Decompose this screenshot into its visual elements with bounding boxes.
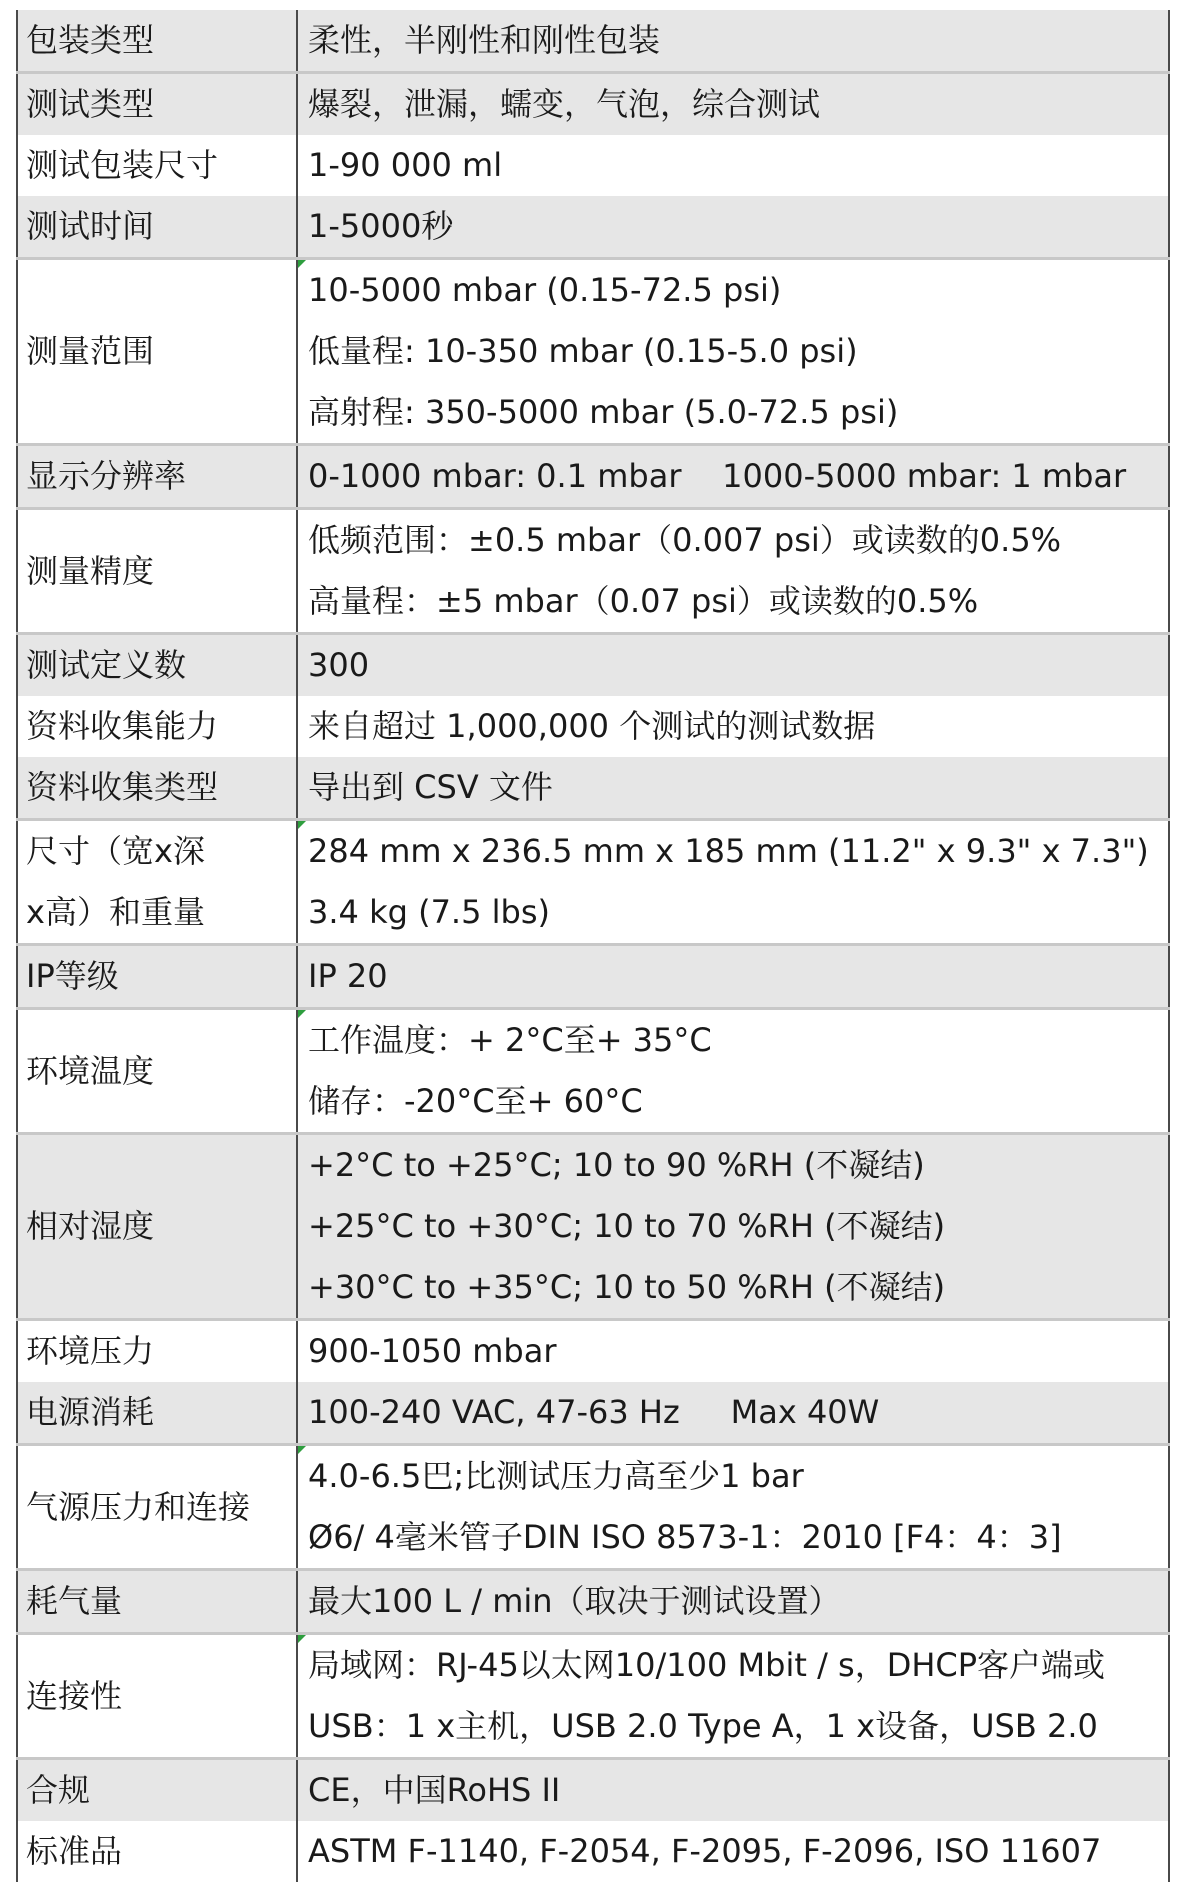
spec-label-text: 电源消耗 [26,1393,155,1431]
spec-value-line: 0-1000 mbar: 0.1 mbar 1000-5000 mbar: 1 mbar [308,457,1127,495]
spec-value-line: +25°C to +30°C; 10 to 70 %RH (不凝结) [308,1207,946,1245]
spec-label-text: 合规 [26,1771,91,1809]
spec-label-text: 气源压力和连接 [26,1487,251,1526]
spec-label-text: 资料收集能力 [26,707,219,745]
spec-label-text: 环境温度 [26,1051,155,1090]
spec-value-line: ASTM F-1140, F-2054, F-2095, F-2096, ISO 11607 [308,1832,1102,1870]
spec-label [17,945,297,1009]
spec-value-line: 局域网：RJ-45以太网10/100 Mbit / s，DHCP客户端或 [308,1646,1106,1684]
spec-value [297,1009,1169,1134]
spec-value [297,73,1169,136]
spec-row [17,1821,1169,1882]
spec-value-line: +2°C to +25°C; 10 to 90 %RH (不凝结) [308,1146,925,1184]
spec-label-text: 显示分辨率 [26,457,187,495]
spec-value [297,1634,1169,1759]
spec-table [16,10,1170,1882]
spec-row [17,1134,1169,1320]
spec-label [17,73,297,136]
spec-value-line: 柔性，半刚性和刚性包装 [308,21,661,59]
spec-label [17,1634,297,1759]
spec-value-line: CE，中国RoHS II [308,1771,561,1809]
spec-value-line: 高射程: 350-5000 mbar (5.0-72.5 psi) [308,393,899,431]
spec-label-text: 测试定义数 [26,646,187,684]
spec-row [17,820,1169,945]
spec-label [17,196,297,259]
spec-label [17,1821,297,1882]
spec-value [297,1759,1169,1822]
spec-row [17,73,1169,136]
spec-row [17,1634,1169,1759]
spec-label [17,1570,297,1634]
spec-value-line: Ø6/ 4毫米管子DIN ISO 8573-1：2010 [F4：4：3] [308,1518,1062,1556]
spec-value [297,634,1169,697]
spec-row [17,1382,1169,1445]
spec-value [297,196,1169,259]
spec-value [297,820,1169,945]
spec-label-text: 测量范围 [26,332,155,370]
spec-label-text: IP等级 [26,957,119,995]
spec-label-text: 测试时间 [26,207,155,245]
spec-label [17,1134,297,1320]
spec-row [17,1759,1169,1822]
spec-value-line: 工作温度：+ 2°C至+ 35°C [308,1021,712,1059]
spec-label [17,757,297,820]
spec-row [17,259,1169,445]
spec-row [17,135,1169,196]
spec-label-text: 包装类型 [26,21,155,59]
spec-label-text: 尺寸（宽x深 [26,832,205,870]
cell-marker-icon [298,1446,306,1454]
spec-value [297,259,1169,445]
spec-label-text: 耗气量 [26,1582,123,1620]
spec-row [17,1009,1169,1134]
spec-value [297,1821,1169,1882]
spec-label [17,259,297,445]
spec-row [17,757,1169,820]
spec-value-line: 284 mm x 236.5 mm x 185 mm (11.2" x 9.3" x 7.3") [308,832,1149,870]
spec-value-line: 高量程：±5 mbar（0.07 psi）或读数的0.5% [308,582,979,620]
spec-value [297,1320,1169,1383]
spec-value [297,1445,1169,1570]
spec-value-line: 300 [308,646,370,684]
spec-value-line: 1-90 000 ml [308,146,503,184]
cell-marker-icon [298,1010,306,1018]
spec-row [17,1320,1169,1383]
cell-marker-icon [298,260,306,268]
spec-label [17,696,297,757]
spec-value-line: 10-5000 mbar (0.15-72.5 psi) [308,271,782,309]
spec-label-text: 相对湿度 [26,1207,155,1245]
spec-value-line: IP 20 [308,957,388,995]
spec-value [297,445,1169,509]
spec-value-line: 爆裂，泄漏，蠕变，气泡，综合测试 [308,85,821,123]
spec-label [17,1009,297,1134]
spec-value [297,945,1169,1009]
spec-value-line: 低频范围：±0.5 mbar（0.007 psi）或读数的0.5% [308,521,1062,559]
spec-value-line: 900-1050 mbar [308,1332,557,1370]
spec-label-text: 资料收集类型 [26,768,219,806]
spec-label [17,10,297,73]
spec-value [297,1382,1169,1445]
spec-value [297,509,1169,634]
spec-value-line: 导出到 CSV 文件 [308,768,553,806]
spec-value-line: 储存：-20°C至+ 60°C [308,1082,643,1120]
spec-row [17,945,1169,1009]
spec-row [17,1570,1169,1634]
spec-label-text: 测量精度 [26,551,155,590]
spec-value [297,1134,1169,1320]
spec-row [17,696,1169,757]
spec-label-text: 标准品 [26,1832,123,1870]
spec-value [297,10,1169,73]
spec-row [17,1445,1169,1570]
spec-label-text: x高）和重量 [26,893,205,931]
spec-value-line: 3.4 kg (7.5 lbs) [308,893,550,931]
spec-label [17,820,297,945]
cell-marker-icon [298,821,306,829]
spec-value-line: 100-240 VAC, 47-63 Hz Max 40W [308,1393,880,1431]
spec-label-text: 环境压力 [26,1332,155,1370]
spec-label [17,1320,297,1383]
spec-value-line: +30°C to +35°C; 10 to 50 %RH (不凝结) [308,1268,946,1306]
spec-value [297,135,1169,196]
spec-label [17,135,297,196]
spec-value [297,757,1169,820]
spec-row [17,445,1169,509]
spec-label [17,509,297,634]
spec-label [17,634,297,697]
spec-row [17,634,1169,697]
spec-label-text: 测试类型 [26,85,155,123]
spec-value-line: 1-5000秒 [308,207,454,245]
spec-value-line: 最大100 L / min（取决于测试设置） [308,1582,841,1620]
spec-label-text: 测试包装尺寸 [26,146,219,184]
spec-value-line: 低量程: 10-350 mbar (0.15-5.0 psi) [308,332,858,370]
spec-value [297,696,1169,757]
spec-label [17,1382,297,1445]
cell-marker-icon [298,1635,306,1643]
spec-label [17,1759,297,1822]
spec-row [17,10,1169,73]
spec-value [297,1570,1169,1634]
spec-value-line: USB：1 x主机，USB 2.0 Type A，1 x设备，USB 2.0 [308,1707,1098,1745]
spec-value-line: 来自超过 1,000,000 个测试的测试数据 [308,707,876,745]
spec-row [17,509,1169,634]
spec-row [17,196,1169,259]
spec-label-text: 连接性 [26,1676,123,1715]
spec-label [17,445,297,509]
spec-label [17,1445,297,1570]
spec-value-line: 4.0-6.5巴;比测试压力高至少1 bar [308,1457,804,1495]
